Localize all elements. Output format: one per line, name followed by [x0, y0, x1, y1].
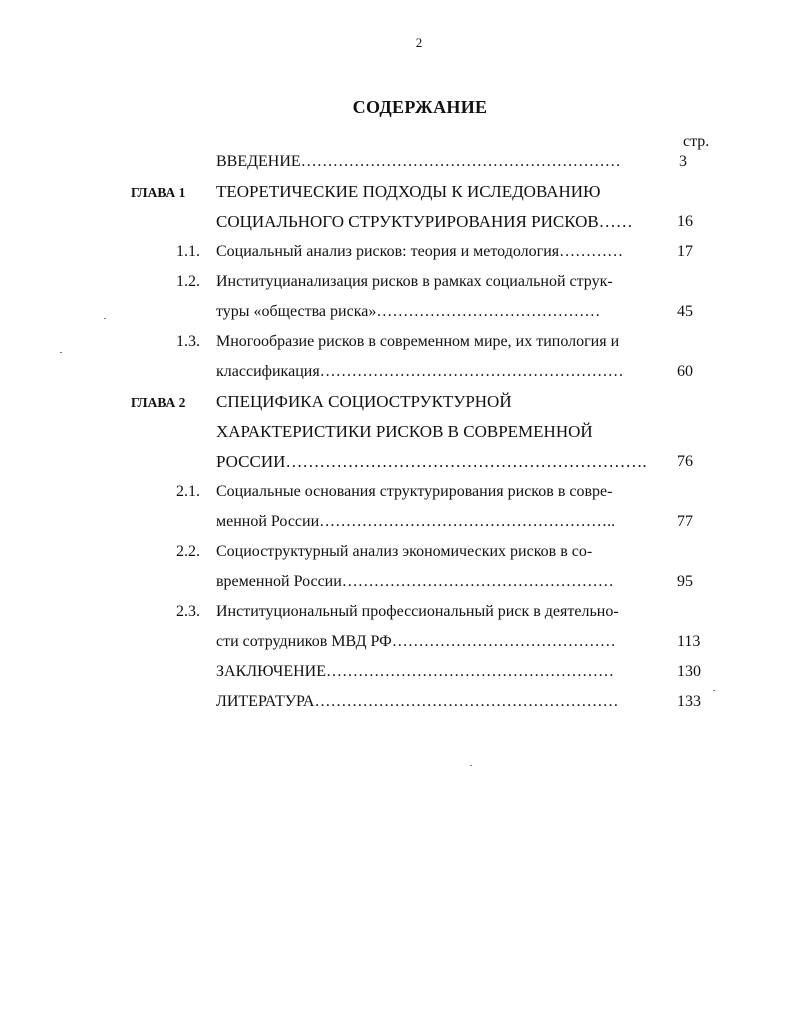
toc-s21-title-line1: Социальные основания структурирования рисков в совре-: [216, 483, 613, 500]
toc-s11-number: 1.1.: [176, 243, 200, 260]
toc-ch1-label: ГЛАВА 1: [131, 185, 186, 200]
toc-s12-title-line2: туры «общества риска»……………………………………: [216, 303, 601, 320]
toc-s21-page: 77: [677, 513, 693, 530]
toc-conclusion-page: 130: [677, 663, 701, 680]
scan-speck: [104, 318, 106, 319]
toc-s11-title: Социальный анализ рисков: теория и методология…………: [216, 243, 624, 260]
toc-s12-page: 45: [677, 303, 693, 320]
toc-s23-title-line1: Институциональный профессиональный риск в деятельно-: [216, 603, 619, 620]
toc-ch1-title-line2: СОЦИАЛЬНОГО СТРУКТУРИРОВАНИЯ РИСКОВ……: [216, 212, 633, 231]
toc-ch2-title-line3: РОССИИ……………………………………………………….: [216, 452, 647, 471]
scan-speck: [470, 765, 472, 766]
toc-intro-title: ВВЕДЕНИЕ……………………………………………………: [216, 153, 621, 170]
toc-literature-title: ЛИТЕРАТУРА…………………………………………………: [216, 693, 619, 710]
toc-s13-number: 1.3.: [176, 333, 200, 350]
toc-s13-page: 60: [677, 363, 693, 380]
toc-s21-number: 2.1.: [176, 483, 200, 500]
toc-ch2-title-line2: ХАРАКТЕРИСТИКИ РИСКОВ В СОВРЕМЕННОЙ: [216, 422, 593, 441]
toc-s12-title-line1: Институцианализация рисков в рамках социальной струк-: [216, 273, 613, 290]
toc-ch2-label: ГЛАВА 2: [131, 395, 186, 410]
page-number: 2: [415, 35, 423, 50]
toc-literature-page: 133: [677, 693, 701, 710]
toc-s23-title-line2: сти сотрудников МВД РФ……………………………………: [216, 633, 616, 650]
toc-s22-number: 2.2.: [176, 543, 200, 560]
toc-s13-title-line1: Многообразие рисков в современном мире, их типология и: [216, 333, 620, 350]
toc-s12-number: 1.2.: [176, 273, 200, 290]
toc-s11-page: 17: [677, 243, 693, 260]
page-title: СОДЕРЖАНИЕ: [352, 97, 488, 117]
toc-ch1-page: 16: [677, 213, 693, 230]
toc-s22-title-line2: временной России……………………………………………: [216, 573, 614, 590]
scan-speck: [60, 352, 62, 353]
toc-ch1-title-line1: ТЕОРЕТИЧЕСКИЕ ПОДХОДЫ К ИСЛЕДОВАНИЮ: [216, 182, 601, 201]
toc-s13-title-line2: классификация…………………………………………………: [216, 363, 624, 380]
toc-conclusion-title: ЗАКЛЮЧЕНИЕ………………………………………………: [216, 663, 614, 680]
scan-speck: [713, 690, 715, 691]
toc-ch2-page: 76: [677, 453, 693, 470]
toc-ch2-title-line1: СПЕЦИФИКА СОЦИОСТРУКТУРНОЙ: [216, 392, 512, 411]
page-column-header: стр.: [683, 133, 710, 150]
toc-s21-title-line2: менной России………………………………………………..: [216, 513, 616, 530]
toc-intro-page: 3: [679, 153, 687, 170]
toc-s22-title-line1: Социоструктурный анализ экономических рисков в со-: [216, 543, 593, 560]
toc-s23-number: 2.3.: [176, 603, 200, 620]
toc-s23-page: 113: [677, 633, 701, 650]
toc-s22-page: 95: [677, 573, 693, 590]
